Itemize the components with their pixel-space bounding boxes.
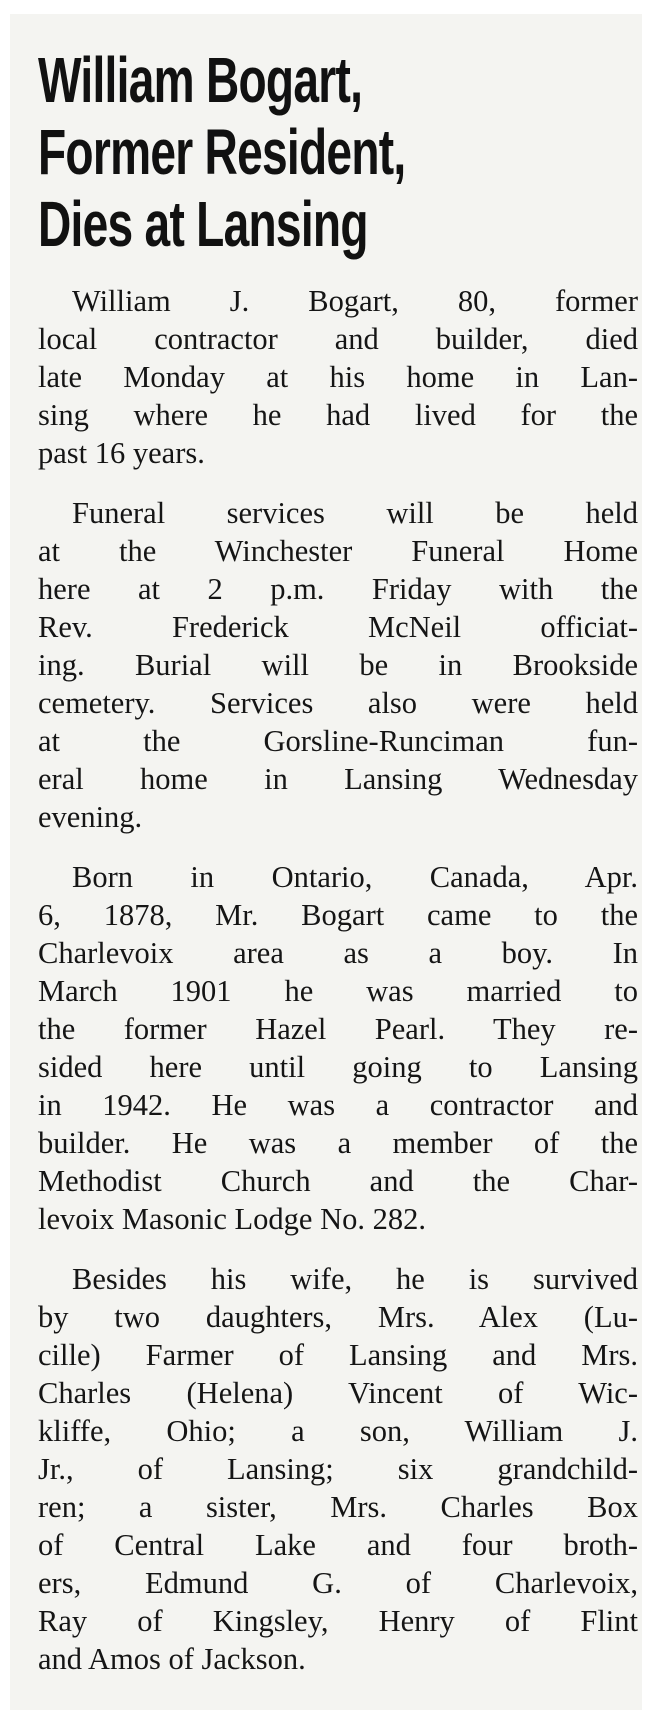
text-line: at the Winchester Funeral Home — [38, 534, 638, 568]
text-line: cemetery. Services also were held — [38, 686, 638, 720]
text-line: sided here until going to Lansing — [38, 1050, 638, 1084]
text-line: levoix Masonic Lodge No. 282. — [38, 1202, 426, 1236]
text-line: by two daughters, Mrs. Alex (Lu- — [38, 1300, 638, 1334]
text-line: eral home in Lansing Wednesday — [38, 762, 638, 796]
text-line: kliffe, Ohio; a son, William J. — [38, 1414, 638, 1448]
text-line: late Monday at his home in Lan- — [38, 360, 638, 394]
text-line: Born in Ontario, Canada, Apr. — [72, 860, 638, 894]
text-line: William J. Bogart, 80, former — [72, 284, 638, 318]
text-line: and Amos of Jackson. — [38, 1642, 306, 1676]
paragraph-survivors — [38, 1260, 636, 1678]
text-line: Charlevoix area as a boy. In — [38, 936, 638, 970]
text-line: sing where he had lived for the — [38, 398, 638, 432]
headline — [38, 44, 585, 260]
text-line: Besides his wife, he is survived — [72, 1262, 638, 1296]
text-line: builder. He was a member of the — [38, 1126, 638, 1160]
paragraph-death-notice — [38, 282, 636, 472]
text-line: Rev. Frederick McNeil officiat- — [38, 610, 638, 644]
text-line: ing. Burial will be in Brookside — [38, 648, 638, 682]
paragraph-biography — [38, 858, 636, 1238]
text-line: the former Hazel Pearl. They re- — [38, 1012, 638, 1046]
headline-line: William Bogart, — [38, 44, 363, 116]
text-line: Methodist Church and the Char- — [38, 1164, 638, 1198]
newspaper-clipping — [10, 14, 642, 1710]
text-line: past 16 years. — [38, 436, 205, 470]
text-line: Funeral services will be held — [72, 496, 638, 530]
text-line: evening. — [38, 800, 143, 834]
headline-line: Former Resident, — [38, 116, 406, 188]
text-line: at the Gorsline-Runciman fun- — [38, 724, 638, 758]
paragraph-funeral-services — [38, 494, 636, 836]
text-line: in 1942. He was a contractor and — [38, 1088, 638, 1122]
text-line: ren; a sister, Mrs. Charles Box — [38, 1490, 638, 1524]
text-line: Ray of Kingsley, Henry of Flint — [38, 1604, 638, 1638]
headline-line: Dies at Lansing — [38, 188, 368, 260]
text-line: cille) Farmer of Lansing and Mrs. — [38, 1338, 638, 1372]
text-line: 6, 1878, Mr. Bogart came to the — [38, 898, 638, 932]
text-line: local contractor and builder, died — [38, 322, 638, 356]
text-line: here at 2 p.m. Friday with the — [38, 572, 638, 606]
text-line: ers, Edmund G. of Charlevoix, — [38, 1566, 638, 1600]
text-line: March 1901 he was married to — [38, 974, 638, 1008]
text-line: Jr., of Lansing; six grandchild- — [38, 1452, 638, 1486]
text-line: of Central Lake and four broth- — [38, 1528, 638, 1562]
text-line: Charles (Helena) Vincent of Wic- — [38, 1376, 638, 1410]
